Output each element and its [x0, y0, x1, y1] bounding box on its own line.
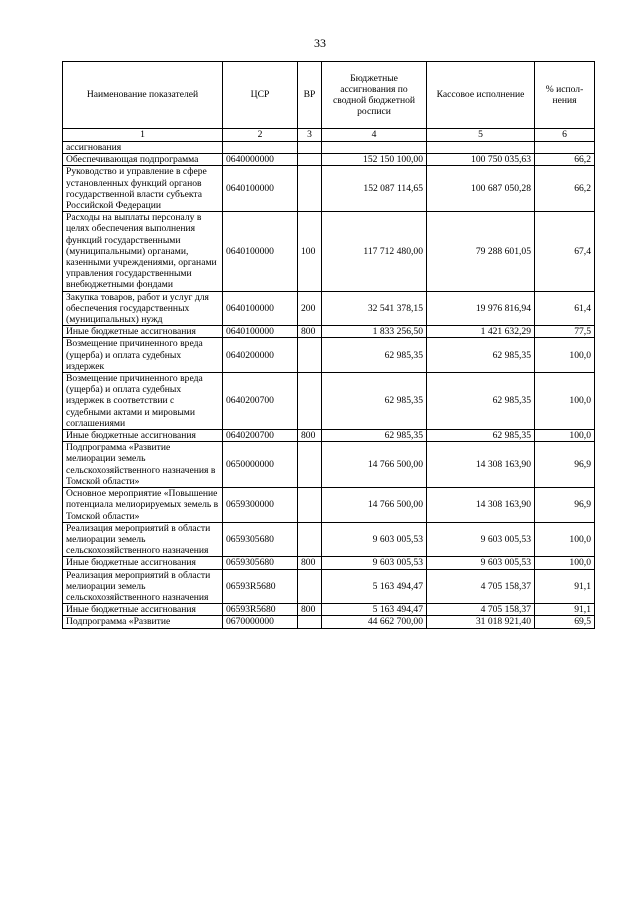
row-csr: 0640200700 — [223, 430, 298, 442]
row-name: Руководство и управление в сфере установленных функций органов государственной власти субъекта Российской Федерации — [63, 166, 223, 212]
row-percent: 96,9 — [535, 488, 595, 523]
row-vr — [298, 142, 322, 154]
row-percent: 91,1 — [535, 569, 595, 604]
column-number: 4 — [322, 129, 427, 142]
header-name: Наименование показателей — [63, 62, 223, 129]
row-cash: 14 308 163,90 — [427, 442, 535, 488]
row-csr: 06593R5680 — [223, 569, 298, 604]
row-cash: 100 750 035,63 — [427, 154, 535, 166]
table-row — [63, 557, 595, 569]
row-name: Подпрограмма «Развитие — [63, 616, 223, 628]
row-cash: 4 705 158,37 — [427, 569, 535, 604]
table-row — [63, 326, 595, 338]
row-budget: 1 833 256,50 — [322, 326, 427, 338]
row-name: Основное мероприятие «Повышение потенциала мелиорируемых земель в Томской области» — [63, 488, 223, 523]
row-percent: 100,0 — [535, 430, 595, 442]
row-vr — [298, 616, 322, 628]
row-vr — [298, 569, 322, 604]
page-number: 33 — [314, 36, 326, 50]
row-cash: 62 985,35 — [427, 373, 535, 430]
row-percent: 66,2 — [535, 166, 595, 212]
row-cash: 14 308 163,90 — [427, 488, 535, 523]
table-row — [63, 604, 595, 616]
row-percent: 100,0 — [535, 338, 595, 373]
table-row — [63, 154, 595, 166]
row-cash: 62 985,35 — [427, 338, 535, 373]
row-name: Иные бюджетные ассигнования — [63, 326, 223, 338]
row-budget: 5 163 494,47 — [322, 604, 427, 616]
row-budget: 62 985,35 — [322, 430, 427, 442]
row-percent: 96,9 — [535, 442, 595, 488]
row-name: Возмещение причиненного вреда (ущерба) и оплата судебных издержек — [63, 338, 223, 373]
row-csr: 0640200700 — [223, 373, 298, 430]
row-budget: 14 766 500,00 — [322, 488, 427, 523]
table-row — [63, 338, 595, 373]
table-header-row — [63, 62, 595, 129]
column-number: 5 — [427, 129, 535, 142]
row-csr: 0659305680 — [223, 557, 298, 569]
row-cash: 9 603 005,53 — [427, 522, 535, 557]
row-name: Расходы на выплаты персоналу в целях обеспечения выполнения функций государственными (муниципальными) органами, казенными учреждениями, органами управления государственными внебюджетными фондами — [63, 212, 223, 291]
row-csr: 0640000000 — [223, 154, 298, 166]
table-row — [63, 442, 595, 488]
row-vr: 800 — [298, 430, 322, 442]
row-vr: 100 — [298, 212, 322, 291]
row-cash: 9 603 005,53 — [427, 557, 535, 569]
budget-execution-table — [62, 61, 595, 629]
table-row — [63, 488, 595, 523]
row-name: Иные бюджетные ассигнования — [63, 557, 223, 569]
row-percent: 77,5 — [535, 326, 595, 338]
row-cash: 19 976 816,94 — [427, 291, 535, 326]
row-csr: 06593R5680 — [223, 604, 298, 616]
row-vr: 800 — [298, 557, 322, 569]
row-percent — [535, 142, 595, 154]
row-csr: 0640100000 — [223, 291, 298, 326]
row-percent: 66,2 — [535, 154, 595, 166]
column-number-row — [63, 129, 595, 142]
row-vr — [298, 522, 322, 557]
table-row — [63, 373, 595, 430]
row-percent: 100,0 — [535, 522, 595, 557]
header-percent: % испол-нения — [535, 62, 595, 129]
table-row — [63, 291, 595, 326]
row-name: Возмещение причиненного вреда (ущерба) и оплата судебных издержек в соответствии с судебными актами и мировыми соглашениями — [63, 373, 223, 430]
row-budget: 44 662 700,00 — [322, 616, 427, 628]
header-budget: Бюджетные ассигнования по сводной бюджетной росписи — [322, 62, 427, 129]
table-row — [63, 142, 595, 154]
row-vr — [298, 488, 322, 523]
row-budget: 9 603 005,53 — [322, 557, 427, 569]
row-name: Реализация мероприятий в области мелиорации земель сельскохозяйственного назначения — [63, 522, 223, 557]
row-budget: 152 150 100,00 — [322, 154, 427, 166]
header-cash: Кассовое исполнение — [427, 62, 535, 129]
row-csr: 0640100000 — [223, 212, 298, 291]
row-vr — [298, 373, 322, 430]
row-cash — [427, 142, 535, 154]
table-row — [63, 522, 595, 557]
row-budget: 9 603 005,53 — [322, 522, 427, 557]
row-csr — [223, 142, 298, 154]
row-name: Иные бюджетные ассигнования — [63, 604, 223, 616]
row-cash: 100 687 050,28 — [427, 166, 535, 212]
row-vr: 800 — [298, 326, 322, 338]
table-row — [63, 616, 595, 628]
row-name: Иные бюджетные ассигнования — [63, 430, 223, 442]
row-vr: 800 — [298, 604, 322, 616]
row-budget: 117 712 480,00 — [322, 212, 427, 291]
row-name: ассигнования — [63, 142, 223, 154]
column-number: 3 — [298, 129, 322, 142]
row-budget: 5 163 494,47 — [322, 569, 427, 604]
row-csr: 0659305680 — [223, 522, 298, 557]
row-budget: 62 985,35 — [322, 338, 427, 373]
row-csr: 0640100000 — [223, 326, 298, 338]
row-budget: 62 985,35 — [322, 373, 427, 430]
row-percent: 100,0 — [535, 557, 595, 569]
table-row — [63, 430, 595, 442]
row-cash: 4 705 158,37 — [427, 604, 535, 616]
row-csr: 0650000000 — [223, 442, 298, 488]
row-vr — [298, 154, 322, 166]
table-row — [63, 166, 595, 212]
row-budget: 152 087 114,65 — [322, 166, 427, 212]
row-cash: 1 421 632,29 — [427, 326, 535, 338]
row-csr: 0659300000 — [223, 488, 298, 523]
row-csr: 0640200000 — [223, 338, 298, 373]
row-name: Обеспечивающая подпрограмма — [63, 154, 223, 166]
row-percent: 100,0 — [535, 373, 595, 430]
row-cash: 62 985,35 — [427, 430, 535, 442]
header-vr: ВР — [298, 62, 322, 129]
row-percent: 69,5 — [535, 616, 595, 628]
row-vr — [298, 166, 322, 212]
column-number: 6 — [535, 129, 595, 142]
row-vr: 200 — [298, 291, 322, 326]
row-vr — [298, 338, 322, 373]
row-csr: 0640100000 — [223, 166, 298, 212]
row-vr — [298, 442, 322, 488]
row-csr: 0670000000 — [223, 616, 298, 628]
row-budget: 14 766 500,00 — [322, 442, 427, 488]
row-name: Закупка товаров, работ и услуг для обеспечения государственных (муниципальных) нужд — [63, 291, 223, 326]
row-name: Реализация мероприятий в области мелиорации земель сельскохозяйственного назначения — [63, 569, 223, 604]
table-row — [63, 569, 595, 604]
row-budget: 32 541 378,15 — [322, 291, 427, 326]
row-percent: 91,1 — [535, 604, 595, 616]
row-percent: 67,4 — [535, 212, 595, 291]
header-csr: ЦСР — [223, 62, 298, 129]
row-percent: 61,4 — [535, 291, 595, 326]
row-name: Подпрограмма «Развитие мелиорации земель сельскохозяйственного назначения в Томской области» — [63, 442, 223, 488]
row-budget — [322, 142, 427, 154]
row-cash: 79 288 601,05 — [427, 212, 535, 291]
table-row — [63, 212, 595, 291]
column-number: 1 — [63, 129, 223, 142]
column-number: 2 — [223, 129, 298, 142]
row-cash: 31 018 921,40 — [427, 616, 535, 628]
